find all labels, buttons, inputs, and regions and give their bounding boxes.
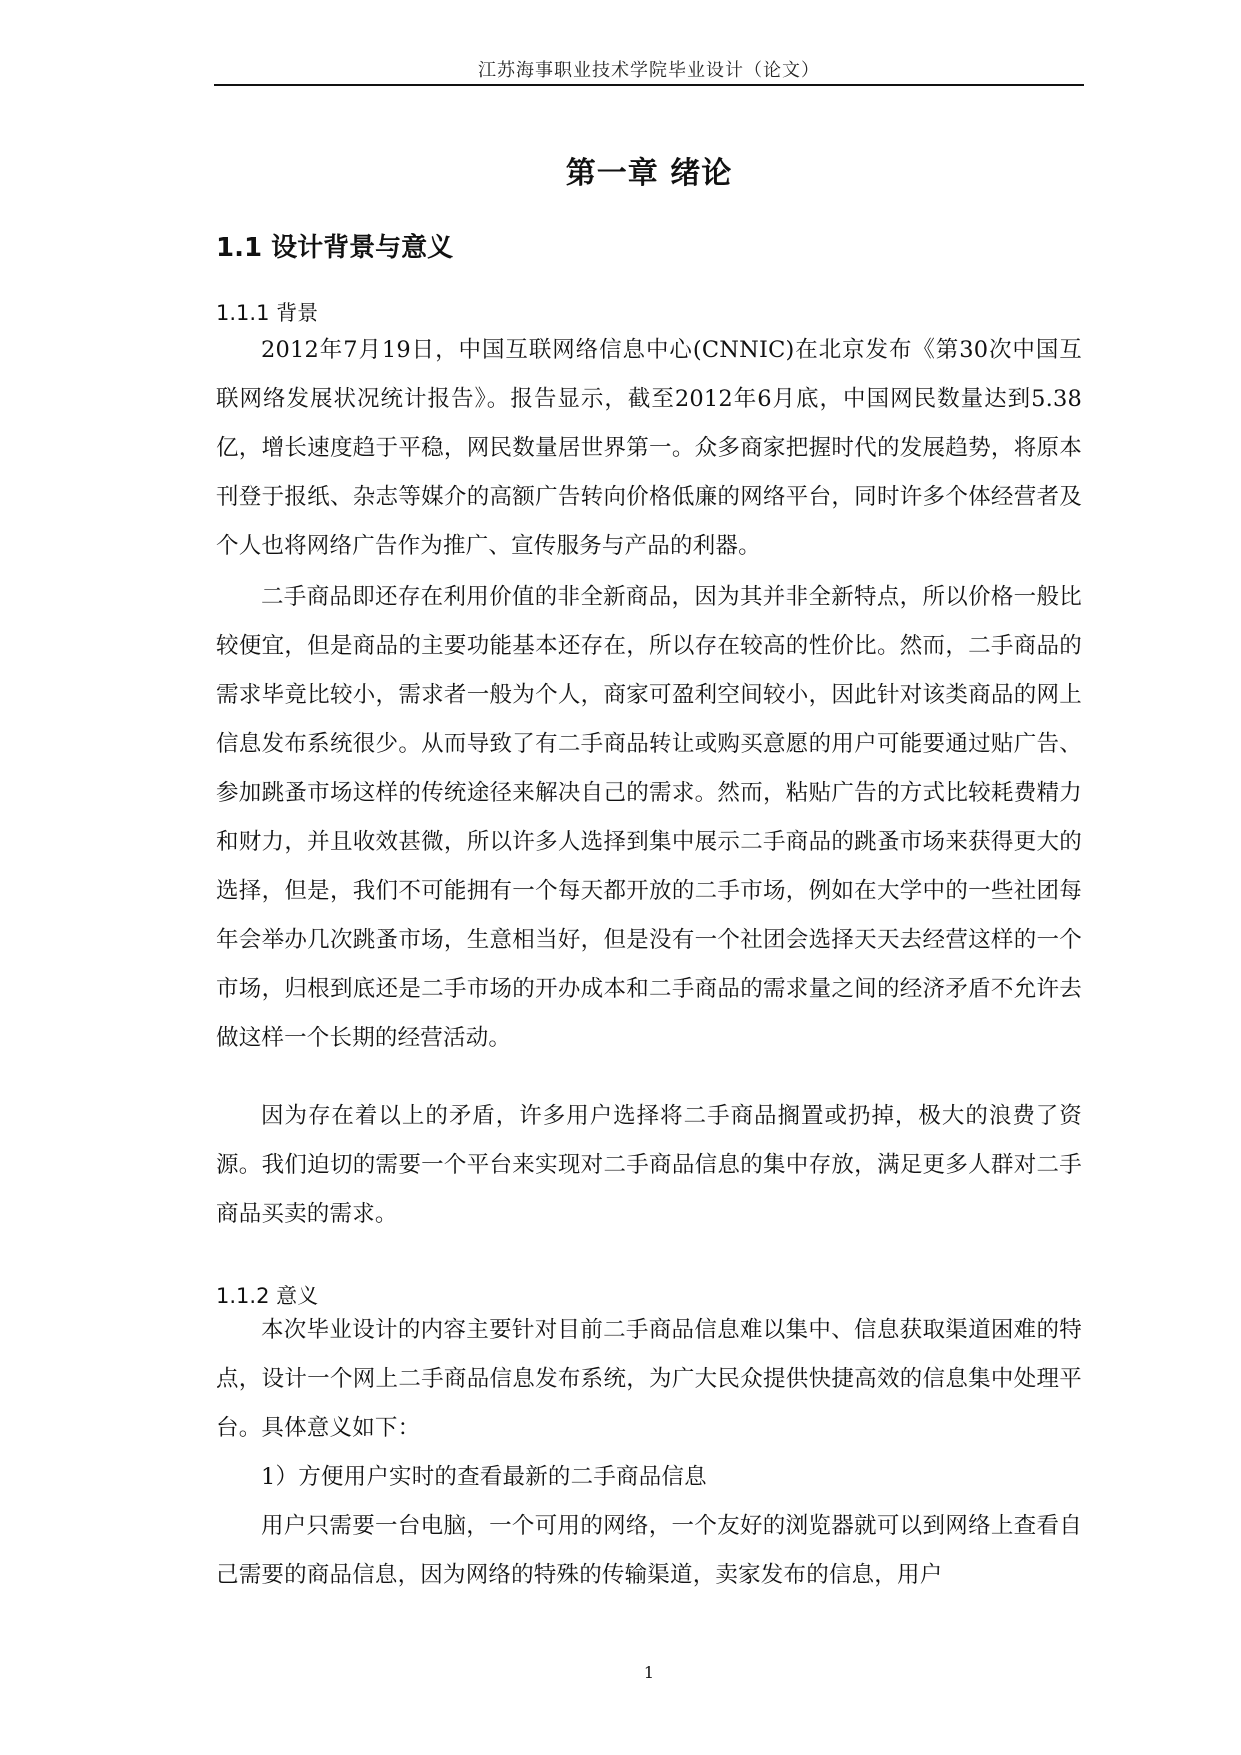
paragraph-resource-waste: 因为存在着以上的矛盾，许多用户选择将二手商品搁置或扔掉，极大的浪费了资源。我们迫切的需要一个平台来实现对二手商品信息的集中存放，满足更多人群对二手商品买卖的需求。 — [216, 1103, 1082, 1227]
page-number: 1 — [643, 1663, 655, 1682]
section-title: 1.1 设计背景与意义 — [216, 233, 454, 263]
paragraph-cnnic-report: 2012年7月19日，中国互联网络信息中心(CNNIC)在北京发布《第30次中国互联网络发展状况统计报告》。报告显示，截至2012年6月底，中国网民数量达到5.38亿，增长速度趋于平稳，网民数量居世界第一。众多商家把握时代的发展趋势，将原本刊登于报纸、杂志等媒介的高额广告转向价格低廉的网络平台，同时许多个体经营者及个人也将网络广告作为推广、宣传服务与产品的利器。 — [216, 337, 1082, 559]
running-header: 江苏海事职业技术学院毕业设计（论文） — [478, 60, 820, 81]
subsection-title-significance: 1.1.2 意义 — [216, 1284, 319, 1308]
paragraph-user-access: 用户只需要一台电脑，一个可用的网络，一个友好的浏览器就可以到网络上查看自己需要的商品信息，因为网络的特殊的传输渠道，卖家发布的信息，用户 — [216, 1513, 1082, 1588]
paragraph-second-hand-goods: 二手商品即还存在利用价值的非全新商品，因为其并非全新特点，所以价格一般比较便宜，但是商品的主要功能基本还存在，所以存在较高的性价比。然而，二手商品的需求毕竟比较小，需求者一般为个人，商家可盈利空间较小，因此针对该类商品的网上信息发布系统很少。从而导致了有二手商品转让或购买意愿的用户可能要通过贴广告、参加跳蚤市场这样的传统途径来解决自己的需求。然而，粘贴广告的方式比较耗费精力和财力，并且收效甚微，所以许多人选择到集中展示二手商品的跳蚤市场来获得更大的选择，但是，我们不可能拥有一个每天都开放的二手市场，例如在大学中的一些社团每年会举办几次跳蚤市场，生意相当好，但是没有一个社团会选择天天去经营这样的一个市场，归根到底还是二手市场的开办成本和二手商品的需求量之间的经济矛盾不允许去做这样一个长期的经营活动。 — [216, 584, 1082, 1051]
chapter-title: 第一章 绪论 — [565, 156, 733, 191]
header-rule — [214, 84, 1084, 86]
subsection-title-background: 1.1.1 背景 — [216, 301, 319, 325]
paragraph-design-goal: 本次毕业设计的内容主要针对目前二手商品信息难以集中、信息获取渠道困难的特点，设计一个网上二手商品信息发布系统，为广大民众提供快捷高效的信息集中处理平台。具体意义如下： — [216, 1317, 1082, 1441]
list-item-realtime-view: 1）方便用户实时的查看最新的二手商品信息 — [261, 1464, 707, 1490]
